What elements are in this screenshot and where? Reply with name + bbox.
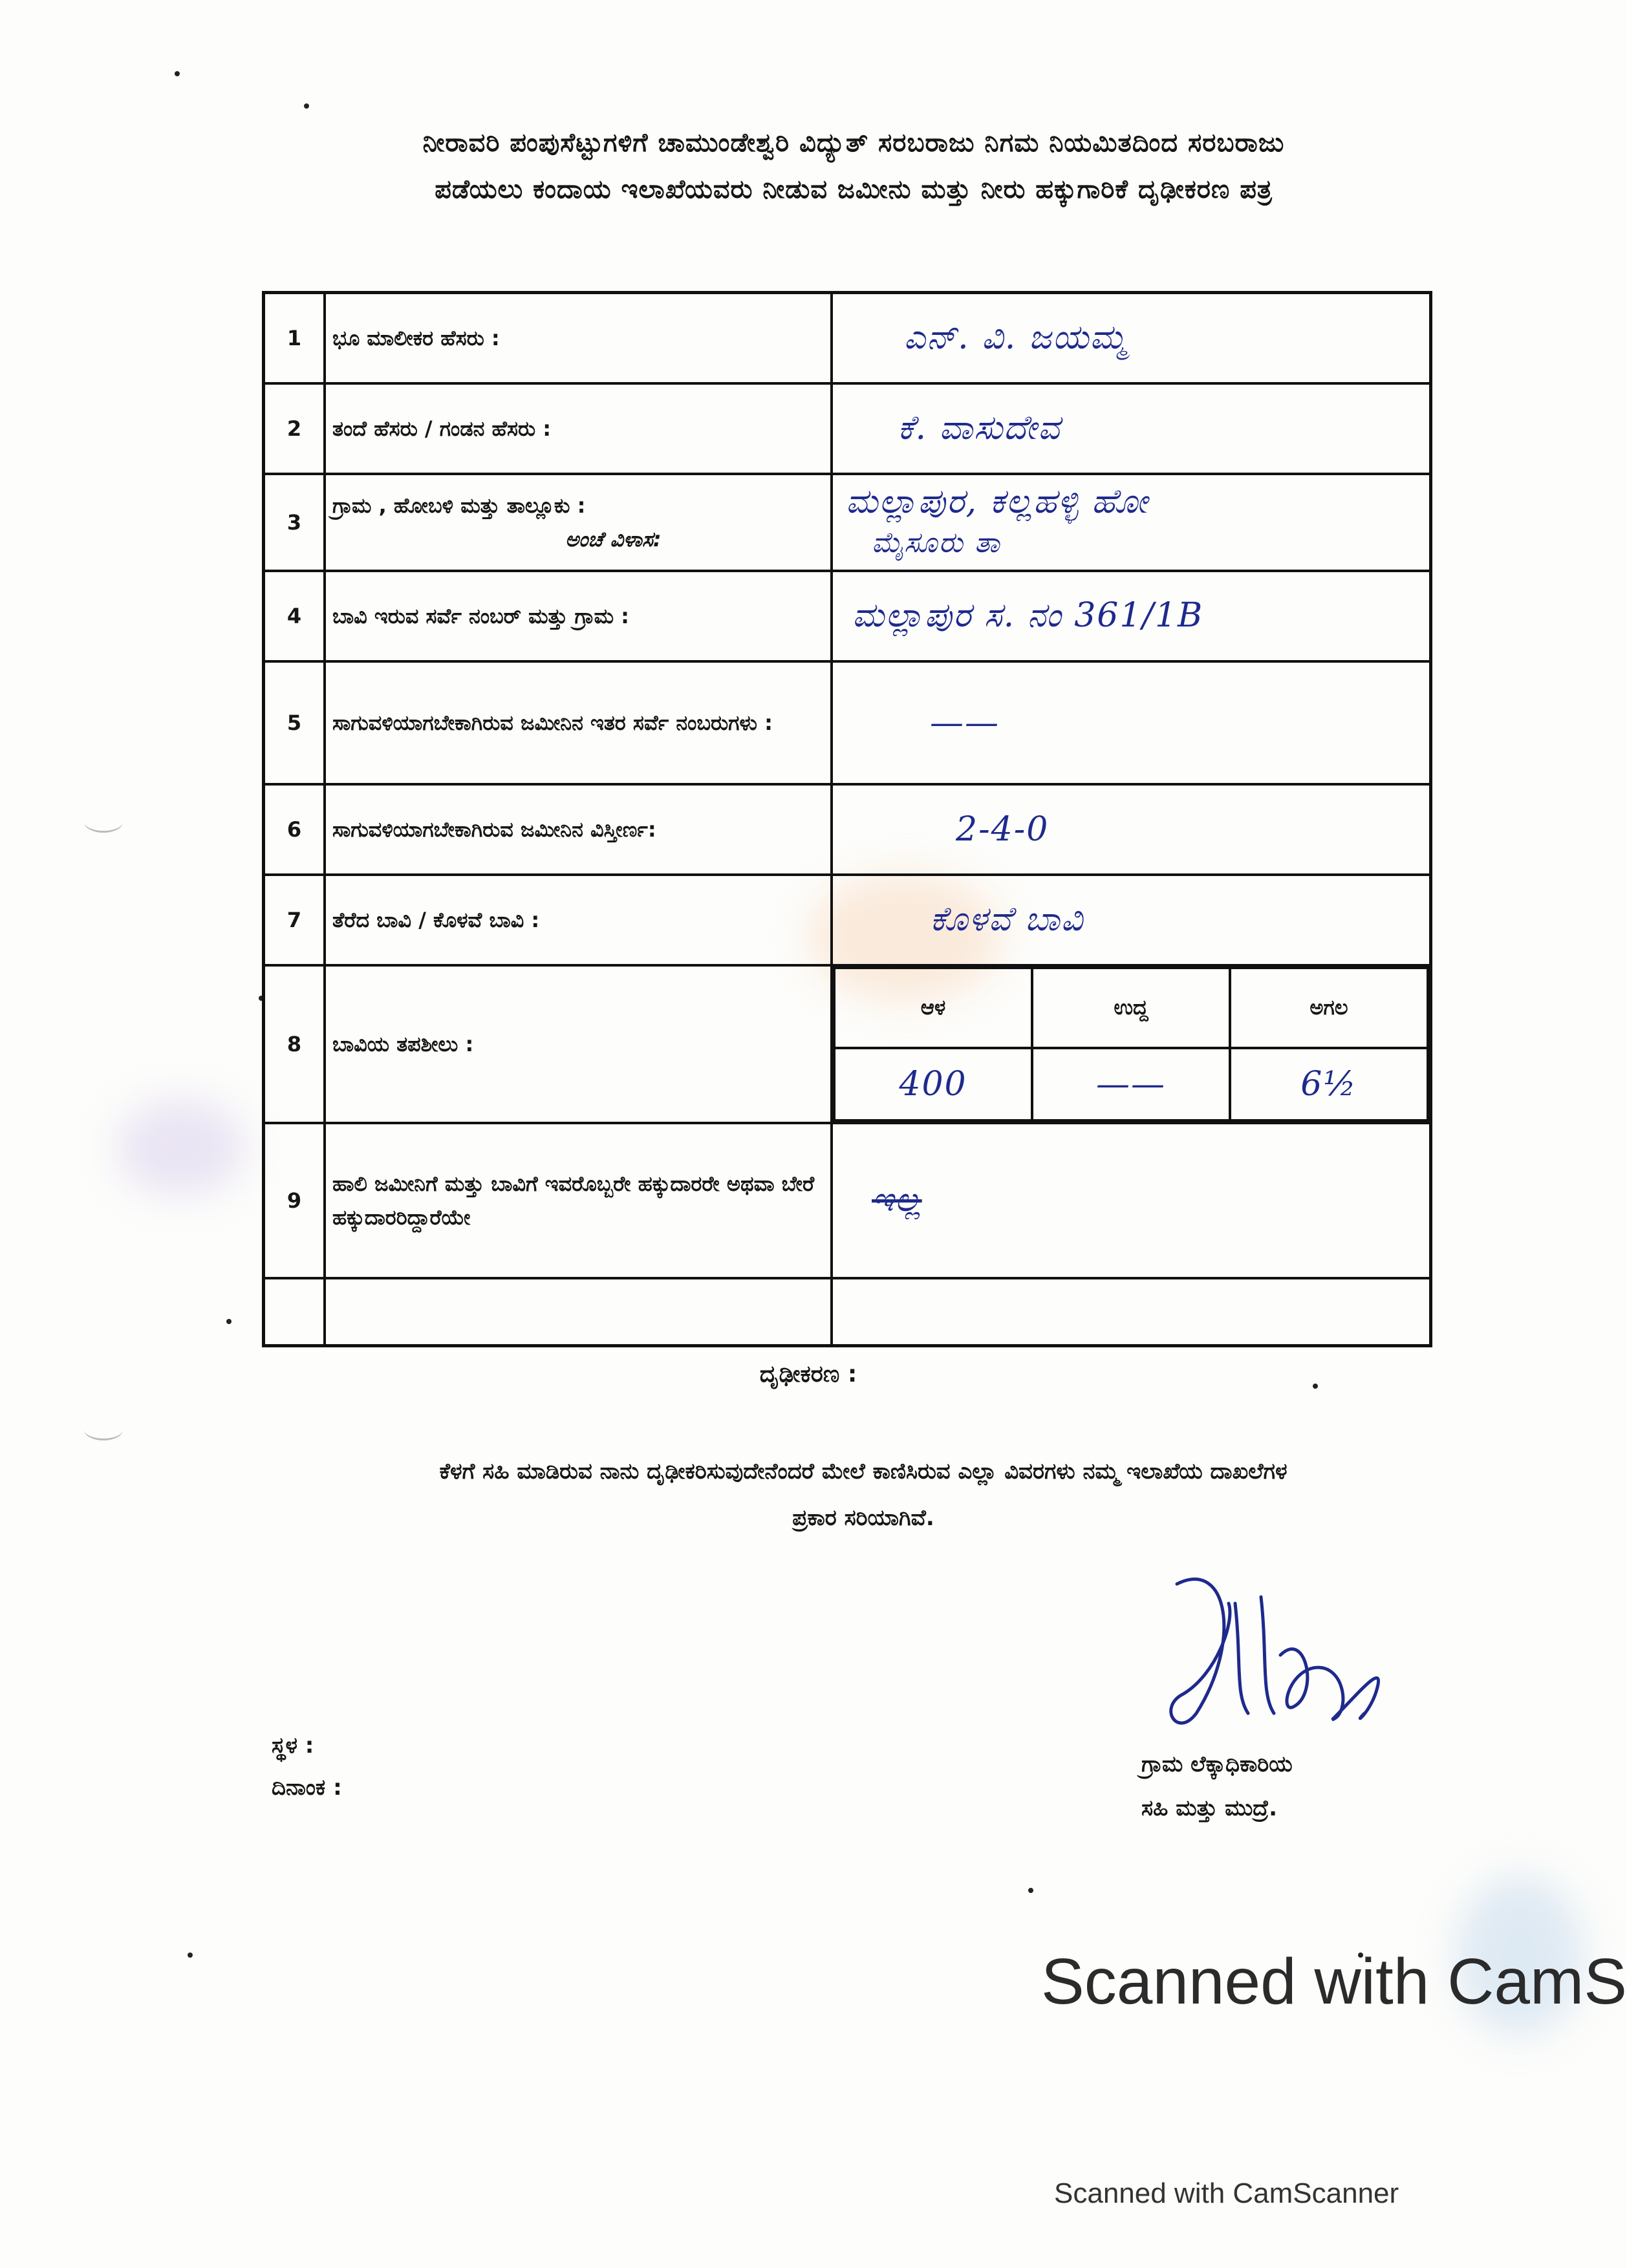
declaration-text [259,1448,1468,1541]
declaration-title: ದೃಢೀಕರಣ : [759,1361,857,1387]
handwritten-signature [1138,1565,1410,1746]
table-row [264,1123,1431,1278]
row-value-cell [832,875,1431,965]
handwritten-taluk: ಮೈಸೂರು ತಾ [872,526,1001,559]
row-number: 9 [264,1123,325,1278]
handwritten-other-survey: —— [930,703,1000,742]
row-label-line: ಗ್ರಾಮ , ಹೋಬಳಿ ಮತ್ತು ತಾಲ್ಲೂಕು : [332,493,586,518]
date-label: ದಿನಾಂಕ : [272,1775,342,1801]
scan-speck [1028,1888,1033,1893]
handwritten-father-name: ಕೆ. ವಾಸುದೇವ [898,409,1061,447]
row-label: ಸಾಗುವಳಿಯಾಗಬೇಕಾಗಿರುವ ಜಮೀನಿನ ವಿಸ್ತೀರ್ಣ: [325,784,832,875]
declaration-line: ಪ್ರಕಾರ ಸರಿಯಾಗಿವೆ. [792,1505,934,1531]
handwritten-land-area: 2-4-0 [956,809,1050,849]
handwritten-length: —— [1096,1064,1166,1104]
partial-watermark-text: Scanned with CamS [1041,1945,1627,2018]
row-value-cell [832,1123,1431,1278]
declaration-line: ಕೆಳಗೆ ಸಹಿ ಮಾಡಿರುವ ನಾನು ದೃಢೀಕರಿಸುವುದೇನೆಂದರೆ ಮೇಲೆ ಕಾಣಿಸಿರುವ ಎಲ್ಲಾ ವಿವರಗಳು ನಮ್ಮ ಇಲಾಖೆಯ ದಾಖಲೆಗಳ [439,1459,1288,1484]
heading-line-2: ಪಡೆಯಲು ಕಂದಾಯ ಇಲಾಖೆಯವರು ನೀಡುವ ಜಮೀನು ಮತ್ತು ನೀರು ಹಕ್ಕುಗಾರಿಕೆ ದೃಢೀಕರಣ ಪತ್ರ [435,175,1273,204]
row-number: 5 [264,661,325,784]
row-value-cell [832,661,1431,784]
scan-speck [175,71,180,76]
handwritten-well-type: ಕೊಳವೆ ಬಾವಿ [930,900,1084,939]
row-label: ಬಾವಿ ಇರುವ ಸರ್ವೆ ನಂಬರ್ ಮತ್ತು ಗ್ರಾಮ : [325,571,832,661]
table-row [264,661,1431,784]
scan-stain [116,1099,246,1196]
handwritten-owner-name: ಎನ್. ವಿ. ಜಯಮ್ಮ [904,318,1128,358]
postal-address-label: ಅಂಚೆ ವಿಳಾಸ: [565,526,662,551]
row-value-cell [832,571,1431,661]
handwritten-depth: 400 [899,1064,967,1104]
row-number: 7 [264,875,325,965]
table-row [264,571,1431,661]
row-label [325,1278,832,1346]
scanner-watermark: Scanned with CamScanner [1054,2177,1399,2209]
width-header: ಅಗಲ [1230,968,1428,1048]
table-row [264,965,1431,1123]
table-row [264,784,1431,875]
row-number: 3 [264,474,325,571]
depth-value-cell [834,1048,1032,1120]
row-value-cell [832,474,1431,571]
row-label: ಭೂ ಮಾಲೀಕರ ಹೆಸರು : [325,293,832,383]
row-value-cell [832,784,1431,875]
row-value-cell [832,965,1431,1123]
scan-speck [226,1319,232,1324]
row-label: ತಂದೆ ಹೆಸರು / ಗಂಡನ ಹೆಸರು : [325,383,832,474]
row-value-cell [832,1278,1431,1346]
heading-line-1: ನೀರಾವರಿ ಪಂಪುಸೆಟ್ಟುಗಳಿಗೆ ಚಾಮುಂಡೇಶ್ವರಿ ವಿದ್ಯುತ್ ಸರಬರಾಜು ನಿಗಮ ನಿಯಮಿತದಿಂದ ಸರಬರಾಜು [422,128,1285,158]
official-line: ಗ್ರಾಮ ಲೆಕ್ಕಾಧಿಕಾರಿಯ [1141,1751,1293,1777]
table-row [264,1278,1431,1346]
handwritten-village: ಮಲ್ಲಾಪುರ, ಕಲ್ಲಹಳ್ಳಿ ಹೋ [846,482,1149,521]
well-details-table [833,967,1429,1122]
depth-header: ಆಳ [834,968,1032,1048]
scan-speck [188,1952,193,1958]
row-value-cell [832,383,1431,474]
row-number: 4 [264,571,325,661]
punch-hole-mark [84,811,123,833]
row-number [264,1278,325,1346]
table-row [264,474,1431,571]
table-row [264,383,1431,474]
length-value-cell [1032,1048,1230,1120]
row-number: 6 [264,784,325,875]
row-label: ಹಾಲಿ ಜಮೀನಿಗೆ ಮತ್ತು ಬಾವಿಗೆ ಇವರೊಬ್ಬರೇ ಹಕ್ಕುದಾರರೇ ಅಥವಾ ಬೇರೆ ಹಕ್ಕುದಾರರಿದ್ದಾರೆಯೇ [325,1123,832,1278]
row-number: 1 [264,293,325,383]
place-label: ಸ್ಥಳ : [272,1733,314,1759]
table-row [264,875,1431,965]
row-label [325,474,832,571]
partial-scanner-watermark [1041,1945,1627,2018]
scan-speck [304,103,309,109]
row-number: 2 [264,383,325,474]
row-label: ಸಾಗುವಳಿಯಾಗಬೇಕಾಗಿರುವ ಜಮೀನಿನ ಇತರ ಸರ್ವೆ ನಂಬರುಗಳು : [325,661,832,784]
width-value-cell [1230,1048,1428,1120]
row-label: ಬಾವಿಯ ತಪಶೀಲು : [325,965,832,1123]
punch-hole-mark [84,1419,123,1440]
official-designation [1141,1742,1293,1830]
handwritten-survey-number: ಮಲ್ಲಾಪುರ ಸ. ನಂ 361/1B [852,596,1204,635]
certificate-form-table [262,291,1432,1347]
document-heading [246,120,1461,213]
table-row [264,293,1431,383]
official-line: ಸಹಿ ಮತ್ತು ಮುದ್ರೆ. [1141,1795,1278,1821]
row-label: ತೆರೆದ ಬಾವಿ / ಕೊಳವೆ ಬಾವಿ : [325,875,832,965]
row-number: 8 [264,965,325,1123]
length-header: ಉದ್ದ [1032,968,1230,1048]
scan-speck [1313,1384,1318,1389]
handwritten-width: 6½ [1300,1064,1357,1104]
row-value-cell [832,293,1431,383]
handwritten-other-owners: ಇಲ್ಲ [872,1181,922,1219]
